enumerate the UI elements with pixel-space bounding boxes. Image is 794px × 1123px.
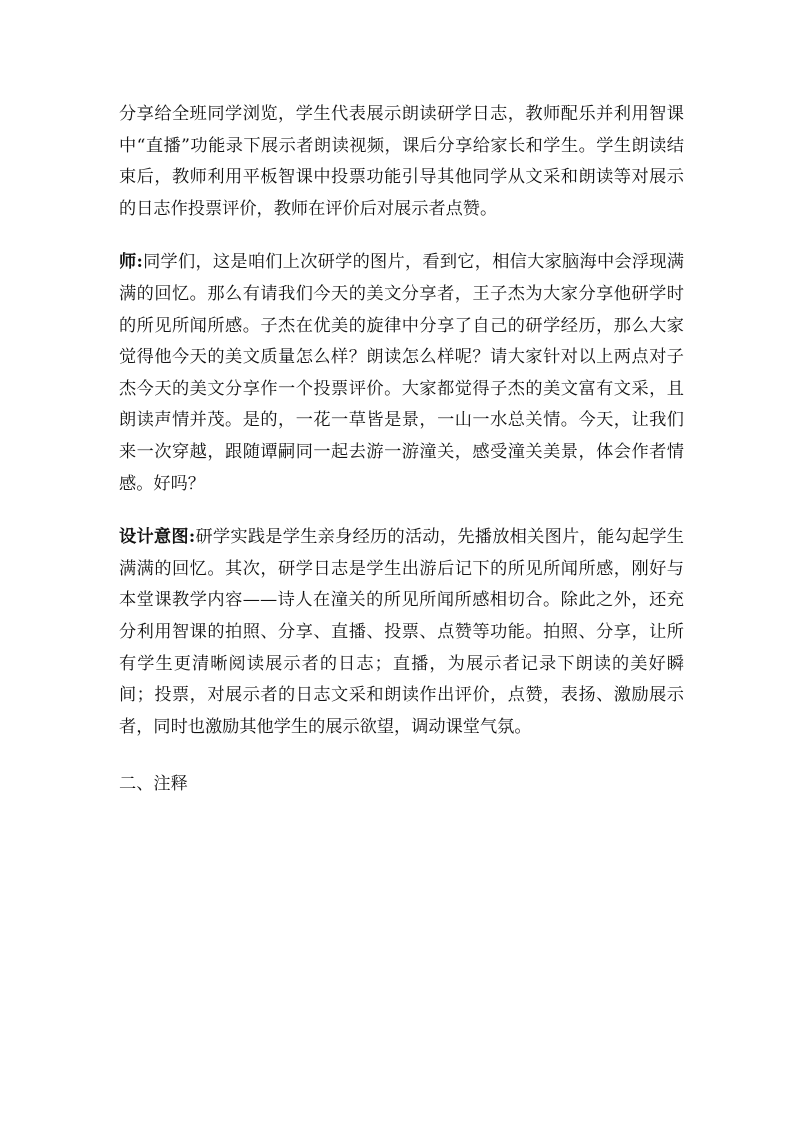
- section-heading-notes: 二、注释: [119, 774, 188, 795]
- paragraph-design-intent: [119, 522, 684, 743]
- paragraph-teaching-procedure: 分享给全班同学浏览，学生代表展示朗读研学日志，教师配乐并利用智课中“直播”功能录下展示者朗读视频，课后分享给家长和学生。学生朗读结束后，教师利用平板智课中投票功能引导其他同学从文采和朗读等对展示的日志作投票评价，教师在评价后对展示者点赞。: [119, 104, 684, 219]
- design-intent-label: 设计意图:: [119, 527, 196, 548]
- teacher-speech-text: 同学们，这是咱们上次研学的图片，看到它，相信大家脑海中会浮现满满的回忆。那么有请我们今天的美文分享者，王子杰为大家分享他研学时的所见所闻所感。子杰在优美的旋律中分享了自己的研学经历，那么大家觉得他今天的美文质量怎么样？朗读怎么样呢？请大家针对以上两点对子杰今天的美文分享作一个投票评价。大家都觉得子杰的美文富有文采，且朗读声情并茂。是的，一花一草皆是景，一山一水总关情。今天，让我们来一次穿越，跟随谭嗣同一起去游一游潼关，感受潼关美景，体会作者情感。好吗？: [119, 252, 684, 494]
- paragraph-teacher-speech: [119, 247, 684, 500]
- document-body: [119, 99, 684, 801]
- teacher-label: 师:: [119, 252, 143, 273]
- design-intent-text: 研学实践是学生亲身经历的活动，先播放相关图片，能勾起学生满满的回忆。其次，研学日志是学生出游后记下的所见所闻所感，刚好与本堂课教学内容——诗人在潼关的所见所闻所感相切合。除此之外，还充分利用智课的拍照、分享、直播、投票、点赞等功能。拍照、分享，让所有学生更清晰阅读展示者的日志；直播，为展示者记录下朗读的美好瞬间；投票，对展示者的日志文采和朗读作出评价，点赞，表扬、激励展示者，同时也激励其他学生的展示欲望，调动课堂气氛。: [119, 527, 684, 737]
